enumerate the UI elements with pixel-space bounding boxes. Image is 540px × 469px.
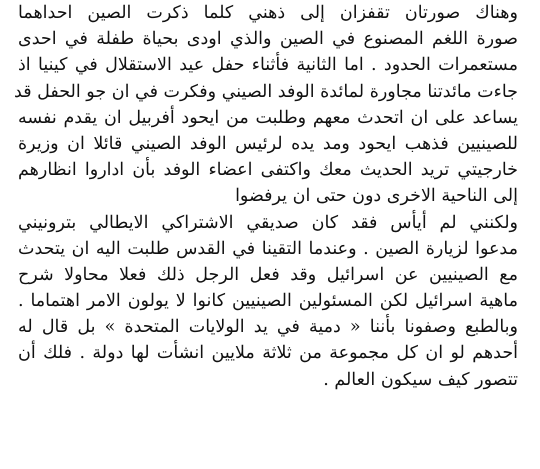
paragraph-2-line-7: تتصور كيف سيكون العالم . [323,369,518,390]
arabic-text-block [14,0,518,393]
paragraph-1-line-8: إلى الناحية الاخرى دون حتى ان يرفضوا [235,186,518,207]
paragraph-1-line-4: جاءت مائدتنا مجاورة لمائدة الوفد الصيني وفكرت في ان جو الحفل قد [14,81,518,102]
paragraph-1-line-2: صورة اللغم المصنوع في الصين والذي اودى بحياة طفلة في احدى [18,29,518,50]
paragraph-1-line-7: خارجيتي تريد الحديث معك واكتفى اعضاء الوفد بأن اداروا انظارهم [18,160,518,181]
paragraph-1-line-6: للصينيين فذهب ايحود ومد يده لرئيس الوفد الصيني قائلا ان وزيرة [18,133,518,154]
paragraph-2-line-1: ولكنني لم أيأس فقد كان صديقي الاشتراكي الايطالي بترونيني [18,212,518,233]
paragraph-2-line-3: مع الصينيين عن اسرائيل وقد فعل الرجل ذلك فعلا محاولا شرح [18,264,518,285]
paragraph-1-line-1: وهناك صورتان تقفزان إلى ذهني كلما ذكرت الصين احداهما [18,3,518,23]
paragraph-2-line-5: وبالطبع وصفونا بأننا « دمية في يد الولايات المتحدة » بل قال له [18,317,518,338]
paragraph-1-line-5: يساعد على ان اتحدث معهم وطلبت من ايحود أفربيل ان يقدم نفسه [18,107,518,128]
paragraph-2-line-4: ماهية اسرائيل لكن المسئولين الصينيين كانوا لا يولون الامر اهتماما . [18,291,518,312]
paragraph-1-line-3: مستعمرات الحدود . اما الثانية فأثناء حفل عيد الاستقلال في كينيا اذ [18,55,518,76]
paragraph-2-line-6: أحدهم لو ان كل مجموعة من ثلاثة ملايين انشأت لها دولة . فلك أن [18,343,518,364]
paragraph-2-line-2: مدعوا لزيارة الصين . وعندما التقينا في القدس طلبت اليه ان يتحدث [18,238,518,259]
